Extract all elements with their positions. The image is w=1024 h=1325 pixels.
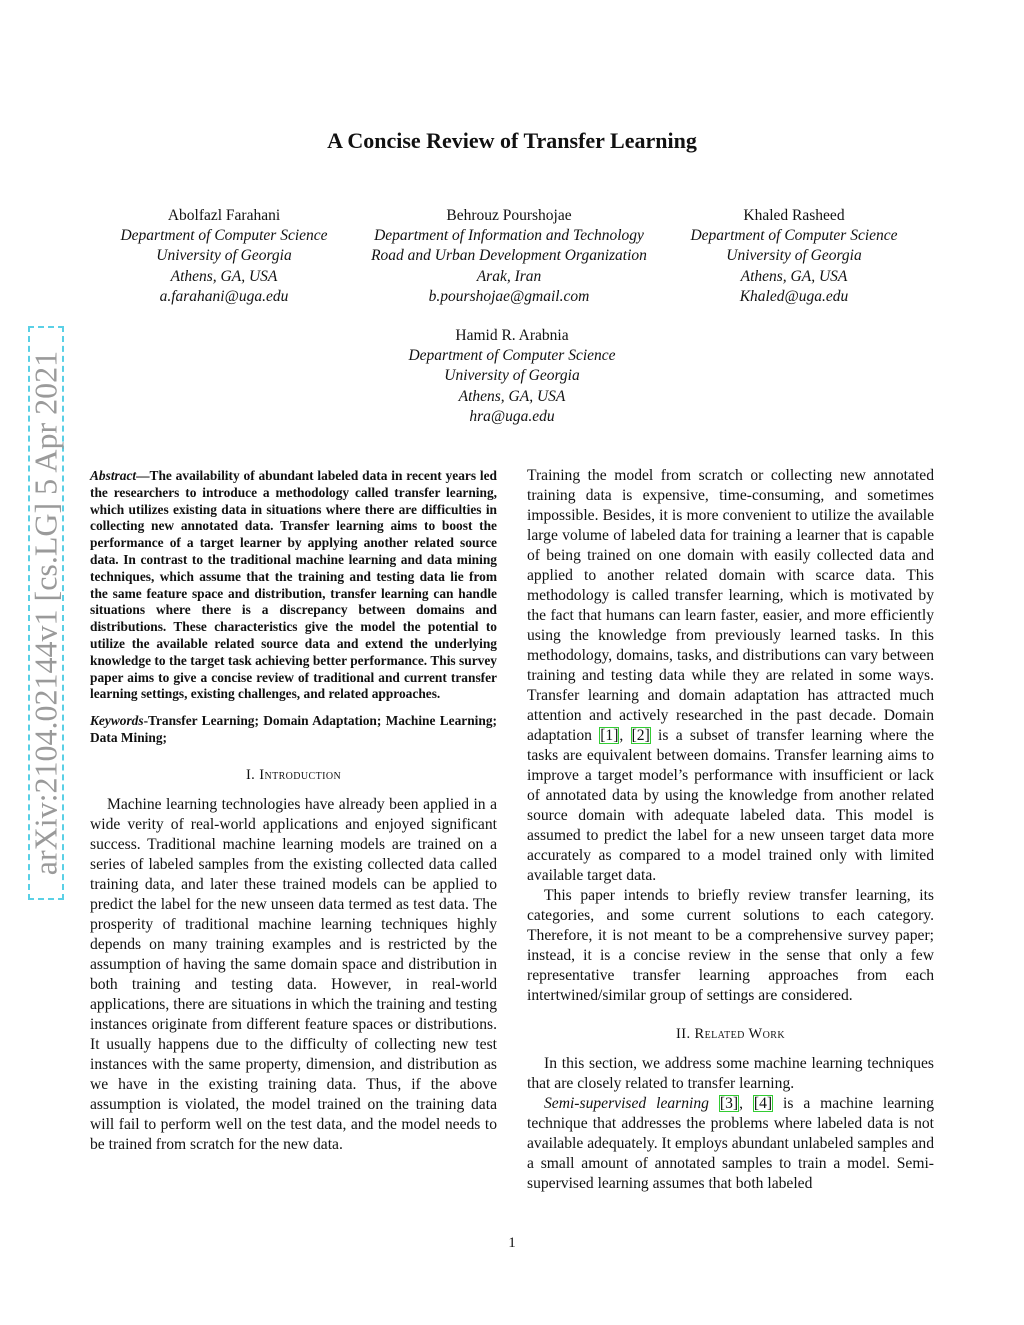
page-number: 1 [508, 1235, 516, 1251]
author-location: Athens, GA, USA [458, 387, 566, 405]
paragraph-text: is a machine learning technique that addresses the problems where labeled data is not available adequately. It employs abundant unlabeled samples and a small amount of annotated samples to train a model. Semi-supervised learning assumes that both labeled [527, 1095, 935, 1192]
section-heading-introduction: I. Introduction [245, 766, 342, 783]
author-organization: University of Georgia [444, 367, 580, 385]
right-column [527, 466, 934, 1194]
author-email[interactable]: hra@uga.edu [469, 407, 555, 425]
section-heading-related-work: II. Related Work [676, 1026, 785, 1042]
emphasized-term: Semi-supervised learning [544, 1095, 709, 1112]
arxiv-identifier[interactable]: arXiv:2104.02144v1 [cs.LG] 5 Apr 2021 [27, 350, 64, 876]
author-department: Department of Computer Science [120, 227, 328, 245]
author-email[interactable]: a.farahani@uga.edu [159, 287, 289, 305]
paper-title: A Concise Review of Transfer Learning [327, 128, 697, 153]
citation-link[interactable]: [2] [631, 727, 650, 744]
author-email[interactable]: Khaled@uga.edu [739, 287, 849, 305]
citation-separator: , [619, 727, 631, 744]
intro-paragraph-2 [527, 466, 934, 886]
keywords-text: -Transfer Learning; Domain Adaptation; Machine Learning; Data Mining; [90, 713, 497, 745]
related-paragraph-1: In this section, we address some machine learning techniques that are closely related to transfer learning. [527, 1055, 934, 1092]
abstract [90, 468, 497, 703]
paragraph-text: Training the model from scratch or collecting new annotated training data is expensive, time-consuming, and sometimes impossible. Besides, it is more convenient to utilize the available large volume of labeled data for training a learner that is capable of being trained on one domain with easily collected data and applied to another related domain with scarce data. This methodology is called transfer learning, which is motivated by the fact that humans can learn faster, easier, and more efficiently using the knowledge from previously learned tasks. In this methodology, domains, tasks, and distributions can vary between training and testing data while they are related in some ways. Transfer learning and domain adaptation has attracted much attention and actively researched in the past decade. Domain adaptation [527, 467, 934, 744]
author-email[interactable]: b.pourshojae@gmail.com [428, 287, 590, 305]
author-block-1 [94, 206, 354, 307]
author-block-2 [344, 206, 674, 307]
author-organization: Road and Urban Development Organization [371, 247, 647, 265]
author-name: Khaled Rasheed [743, 207, 845, 224]
author-name: Hamid R. Arabnia [455, 327, 569, 344]
paragraph-text: is a subset of transfer learning where the tasks are equivalent between domains. Transfer learning aims to improve a target model’s performance with insufficient or lack of annotated data by using the knowledge from another related source domain with adequate labeled data. This model is assumed to predict the label for a new unseen target data more accurately as compared to a model trained only with limited available target data. [527, 727, 935, 884]
keywords-label: Keywords [90, 713, 144, 729]
author-organization: University of Georgia [726, 247, 862, 265]
author-department: Department of Computer Science [690, 227, 898, 245]
author-location: Arak, Iran [476, 267, 542, 285]
citation-link[interactable]: [1] [600, 727, 619, 744]
author-name: Abolfazl Farahani [167, 207, 281, 224]
author-department: Department of Information and Technology [374, 227, 644, 245]
left-column [90, 468, 497, 1155]
intro-paragraph-3: This paper intends to briefly review transfer learning, its categories, and some current solutions to each category. Therefore, it is not meant to be a comprehensive survey paper; instead, it is a concise review in the sense that only a few representative transfer learning approaches from each intertwined/similar group of settings are considered. [527, 887, 934, 1004]
citation-separator: , [739, 1095, 753, 1112]
abstract-text: —The availability of abundant labeled data in recent years led the researchers to introduce a methodology called transfer learning, which utilizes existing data in situations where there are difficulties in collecting new annotated data. Transfer learning aims to boost the performance of a target learner by applying another related source data. In contrast to the traditional machine learning and data mining techniques, which assume that the training and testing data lie from the same feature space and distribution, transfer learning can handle situations where there is a discrepancy between domains and distributions. These characteristics give the model the potential to utilize the available related source data and extend the underlying knowledge to the target task achieving better performance. This survey paper aims to give a concise review of traditional and current transfer learning settings, existing challenges, and related approaches. [90, 468, 497, 702]
abstract-label: Abstract [90, 468, 137, 483]
author-location: Athens, GA, USA [740, 267, 848, 285]
intro-paragraph-1: Machine learning technologies have already been applied in a wide verity of real-world applications and enjoyed significant success. Traditional machine learning models are trained on a series of labeled samples from the existing collected data called training data, and later these trained models can be applied to predict the label for the new unseen data termed as test data. The prosperity of traditional machine learning techniques highly depends on many training examples and is restricted by the assumption of having the same domain space and distribution in both training and testing data. However, in real-world applications, there are situations in which the training and testing instances originate from different feature spaces or distributions. It usually happens due to the difficulty of collecting new test instances with the same property, dimension, and distribution as we have in the existing training data. Thus, if the above assumption is violated, the model trained on the training data will fail to perform well on the test data, and the model needs to be trained from scratch for the new data. [90, 795, 497, 1153]
keywords [90, 713, 497, 747]
author-location: Athens, GA, USA [170, 267, 278, 285]
citation-link[interactable]: [3] [719, 1095, 739, 1112]
author-organization: University of Georgia [156, 247, 292, 265]
citation-link[interactable]: [4] [753, 1095, 773, 1112]
author-department: Department of Computer Science [408, 347, 616, 365]
author-name: Behrouz Pourshojae [446, 207, 572, 224]
author-block-4 [362, 326, 662, 427]
arxiv-identifier-stamp [28, 326, 64, 900]
author-block-3 [664, 206, 924, 307]
related-paragraph-2 [527, 1094, 934, 1194]
